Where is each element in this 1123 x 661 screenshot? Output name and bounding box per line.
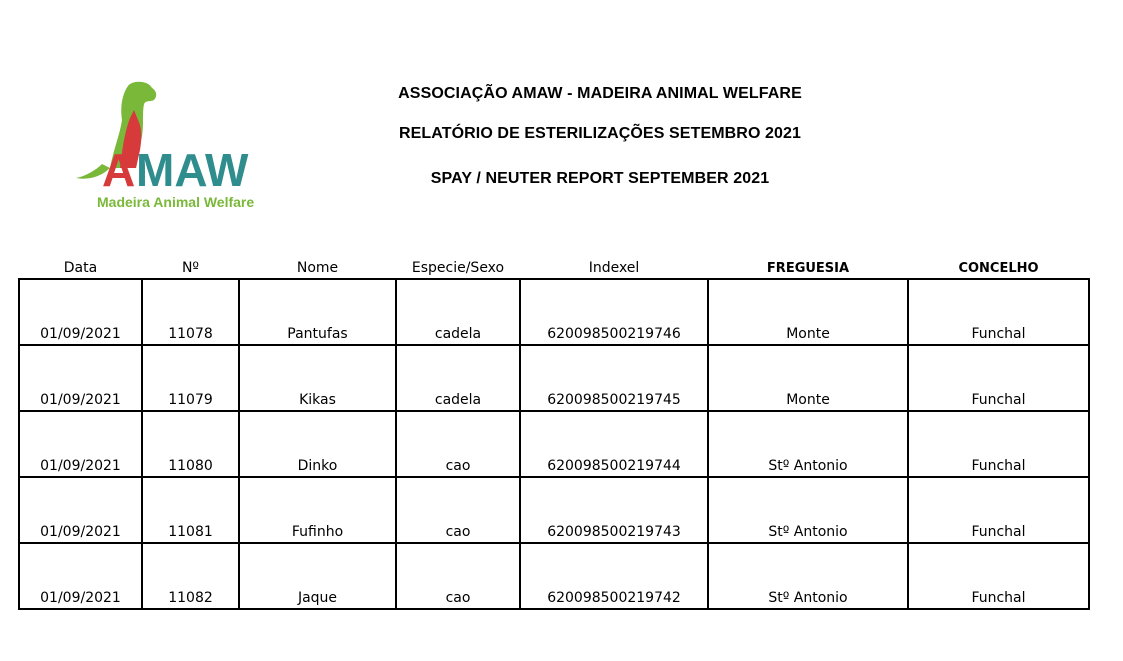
report-title-pt: RELATÓRIO DE ESTERILIZAÇÕES SETEMBRO 2021 (398, 125, 802, 142)
column-header-freguesia: FREGUESIA (708, 254, 908, 279)
table-row (19, 477, 1089, 543)
table-row (19, 543, 1089, 609)
cell-indexel: 620098500219742 (520, 543, 708, 609)
spay-neuter-table (18, 254, 1090, 610)
cell-data: 01/09/2021 (19, 345, 142, 411)
table-row (19, 279, 1089, 345)
table-row (19, 345, 1089, 411)
cell-freguesia: Stº Antonio (708, 411, 908, 477)
cell-concelho: Funchal (908, 345, 1089, 411)
cell-freguesia: Monte (708, 279, 908, 345)
cell-indexel: 620098500219745 (520, 345, 708, 411)
column-header-data: Data (19, 254, 142, 279)
cell-nome: Jaque (239, 543, 396, 609)
column-header-especie-sexo: Especie/Sexo (396, 254, 520, 279)
cell-numero: 11078 (142, 279, 239, 345)
column-header-indexel: Indexel (520, 254, 708, 279)
cell-especie-sexo: cadela (396, 345, 520, 411)
logo-tagline: Madeira Animal Welfare (97, 194, 255, 210)
cell-nome: Pantufas (239, 279, 396, 345)
amaw-logo (70, 78, 260, 218)
report-title-en: SPAY / NEUTER REPORT SEPTEMBER 2021 (430, 170, 770, 187)
cell-nome: Kikas (239, 345, 396, 411)
cell-especie-sexo: cao (396, 543, 520, 609)
cell-concelho: Funchal (908, 543, 1089, 609)
cell-data: 01/09/2021 (19, 279, 142, 345)
cell-concelho: Funchal (908, 411, 1089, 477)
cell-especie-sexo: cao (396, 477, 520, 543)
cell-concelho: Funchal (908, 279, 1089, 345)
cell-nome: Fufinho (239, 477, 396, 543)
cell-data: 01/09/2021 (19, 411, 142, 477)
cell-indexel: 620098500219746 (520, 279, 708, 345)
cell-concelho: Funchal (908, 477, 1089, 543)
association-title: ASSOCIAÇÃO AMAW - MADEIRA ANIMAL WELFARE (398, 85, 802, 102)
table-row (19, 411, 1089, 477)
cell-numero: 11080 (142, 411, 239, 477)
cell-nome: Dinko (239, 411, 396, 477)
logo-wordmark-rest: MAW (136, 144, 249, 196)
logo-wordmark-a: A (102, 144, 136, 196)
cell-indexel: 620098500219743 (520, 477, 708, 543)
cell-freguesia: Monte (708, 345, 908, 411)
cell-especie-sexo: cadela (396, 279, 520, 345)
cell-freguesia: Stº Antonio (708, 543, 908, 609)
column-header-nome: Nome (239, 254, 396, 279)
table-header-row (19, 254, 1089, 279)
cell-numero: 11082 (142, 543, 239, 609)
cell-data: 01/09/2021 (19, 543, 142, 609)
cell-numero: 11079 (142, 345, 239, 411)
column-header-concelho: CONCELHO (908, 254, 1089, 279)
cell-data: 01/09/2021 (19, 477, 142, 543)
cell-numero: 11081 (142, 477, 239, 543)
column-header-numero: Nº (142, 254, 239, 279)
cell-indexel: 620098500219744 (520, 411, 708, 477)
cell-freguesia: Stº Antonio (708, 477, 908, 543)
cell-especie-sexo: cao (396, 411, 520, 477)
